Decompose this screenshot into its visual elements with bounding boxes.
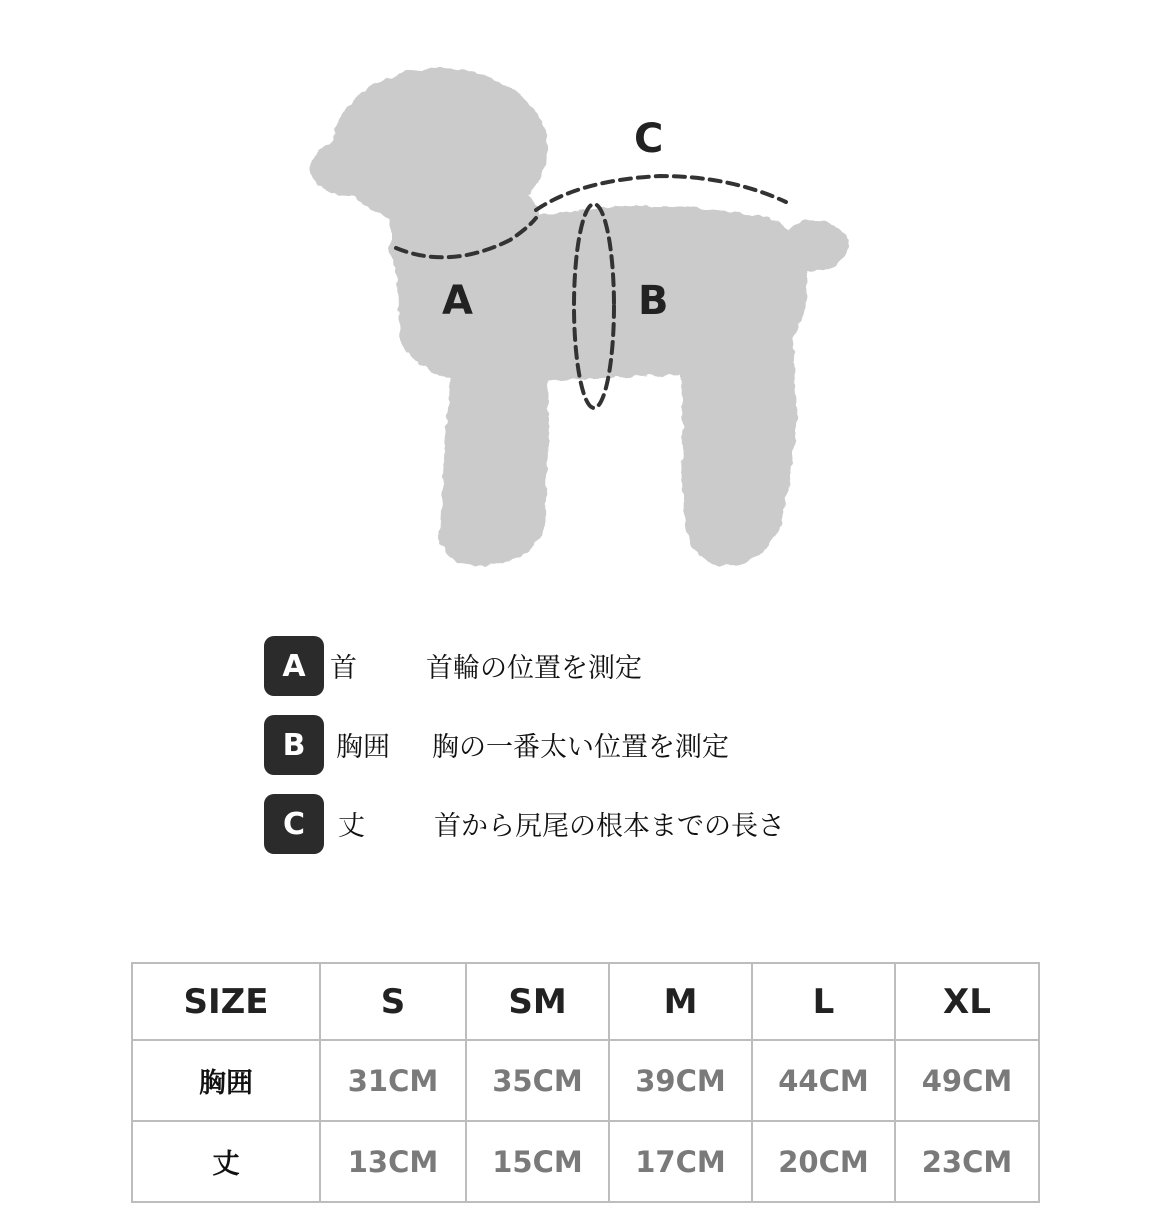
length-l: 20CM bbox=[752, 1121, 895, 1202]
legend-desc-length: 首から尻尾の根本までの長さ bbox=[434, 811, 785, 842]
row-label-length: 丈 bbox=[132, 1121, 320, 1202]
dog-measurement-diagram bbox=[0, 0, 1176, 600]
chest-l: 44CM bbox=[752, 1040, 895, 1121]
chest-xl: 49CM bbox=[895, 1040, 1039, 1121]
legend-badge-b: B bbox=[264, 715, 324, 775]
legend-badge-a: A bbox=[264, 636, 324, 696]
diagram-label-c: C bbox=[634, 116, 664, 162]
header-xl: XL bbox=[895, 963, 1039, 1040]
legend-term-length: 丈 bbox=[338, 811, 365, 842]
legend-desc-neck: 首輪の位置を測定 bbox=[426, 653, 642, 684]
diagram-label-a: A bbox=[442, 278, 473, 324]
header-s: S bbox=[320, 963, 466, 1040]
chest-sm: 35CM bbox=[466, 1040, 609, 1121]
diagram-label-b: B bbox=[638, 278, 669, 324]
legend-row-neck bbox=[264, 636, 964, 698]
legend-badge-c: C bbox=[264, 794, 324, 854]
table-row-length bbox=[132, 1121, 1039, 1202]
header-sm: SM bbox=[466, 963, 609, 1040]
table-header-row bbox=[132, 963, 1039, 1040]
legend-desc-chest: 胸の一番太い位置を測定 bbox=[432, 732, 729, 763]
size-table bbox=[131, 962, 1040, 1203]
chest-m: 39CM bbox=[609, 1040, 752, 1121]
chest-s: 31CM bbox=[320, 1040, 466, 1121]
legend-term-neck: 首 bbox=[330, 653, 357, 684]
header-size: SIZE bbox=[132, 963, 320, 1040]
legend-row-length bbox=[264, 794, 964, 856]
length-m: 17CM bbox=[609, 1121, 752, 1202]
header-m: M bbox=[609, 963, 752, 1040]
table-row-chest bbox=[132, 1040, 1039, 1121]
length-measure-line bbox=[536, 176, 786, 210]
dog-silhouette bbox=[310, 68, 848, 566]
length-s: 13CM bbox=[320, 1121, 466, 1202]
length-sm: 15CM bbox=[466, 1121, 609, 1202]
legend-row-chest bbox=[264, 715, 964, 777]
legend-term-chest: 胸囲 bbox=[336, 732, 390, 763]
header-l: L bbox=[752, 963, 895, 1040]
length-xl: 23CM bbox=[895, 1121, 1039, 1202]
row-label-chest: 胸囲 bbox=[132, 1040, 320, 1121]
